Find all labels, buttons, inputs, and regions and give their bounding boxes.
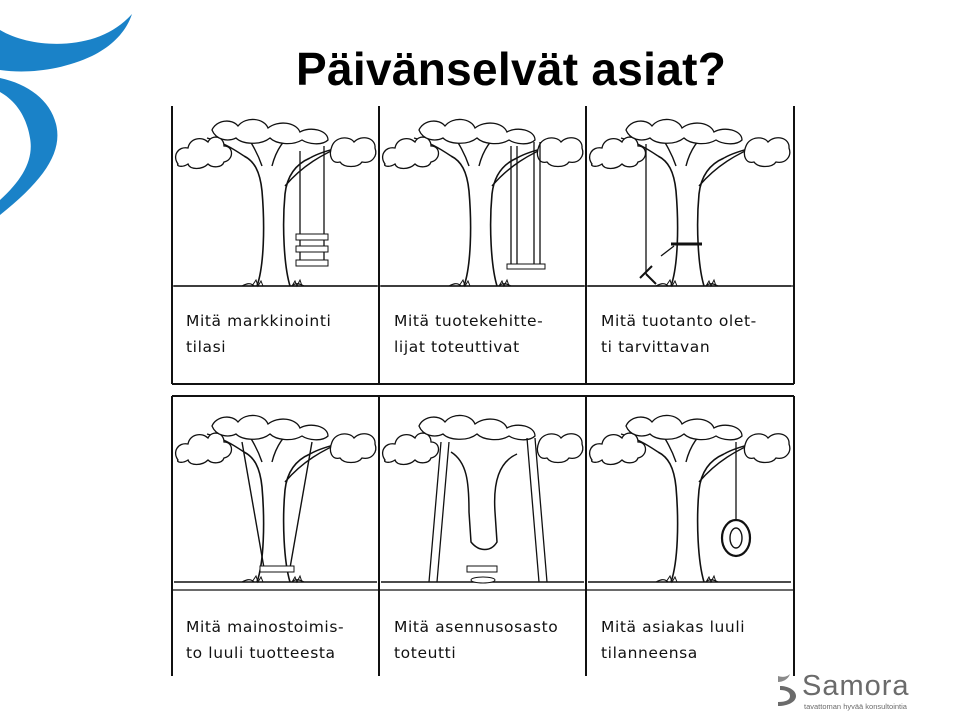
panel-1-caption-line1: Mitä markkinointi bbox=[186, 312, 332, 330]
samora-brand bbox=[772, 672, 922, 712]
panel-6-caption-line1: Mitä asiakas luuli bbox=[601, 618, 746, 636]
panel-4-illustration bbox=[174, 415, 377, 582]
panel-5-caption-line1: Mitä asennusosasto bbox=[394, 618, 559, 636]
panel-3-illustration bbox=[588, 119, 791, 286]
blue-swirl-logo-icon bbox=[0, 0, 140, 225]
slide-title: Päivänselvät asiat? bbox=[296, 43, 727, 95]
panel-6-caption-line2: tilanneensa bbox=[601, 644, 698, 662]
panel-1-caption-line2: tilasi bbox=[186, 338, 227, 356]
panel-4-caption-line2: to luuli tuotteesta bbox=[186, 644, 336, 662]
panel-2-illustration bbox=[381, 119, 584, 286]
panel-2-caption-line1: Mitä tuotekehitte- bbox=[394, 312, 544, 330]
panel-2-caption-line2: lijat toteuttivat bbox=[394, 338, 520, 356]
panel-3-caption-line2: ti tarvittavan bbox=[601, 338, 711, 356]
panel-3-caption-line1: Mitä tuotanto olet- bbox=[601, 312, 757, 330]
brand-wordmark: Samora bbox=[802, 670, 910, 702]
panel-5-illustration bbox=[381, 415, 584, 583]
panel-1-illustration bbox=[174, 119, 377, 286]
panel-6-illustration bbox=[588, 415, 791, 582]
panel-5-caption-line2: toteutti bbox=[394, 644, 457, 662]
samora-swirl-icon bbox=[774, 672, 804, 710]
brand-tagline: tavattoman hyvää konsultointia bbox=[804, 702, 907, 711]
panel-4-caption-line1: Mitä mainostoimis- bbox=[186, 618, 345, 636]
swing-comic-grid bbox=[168, 100, 800, 682]
